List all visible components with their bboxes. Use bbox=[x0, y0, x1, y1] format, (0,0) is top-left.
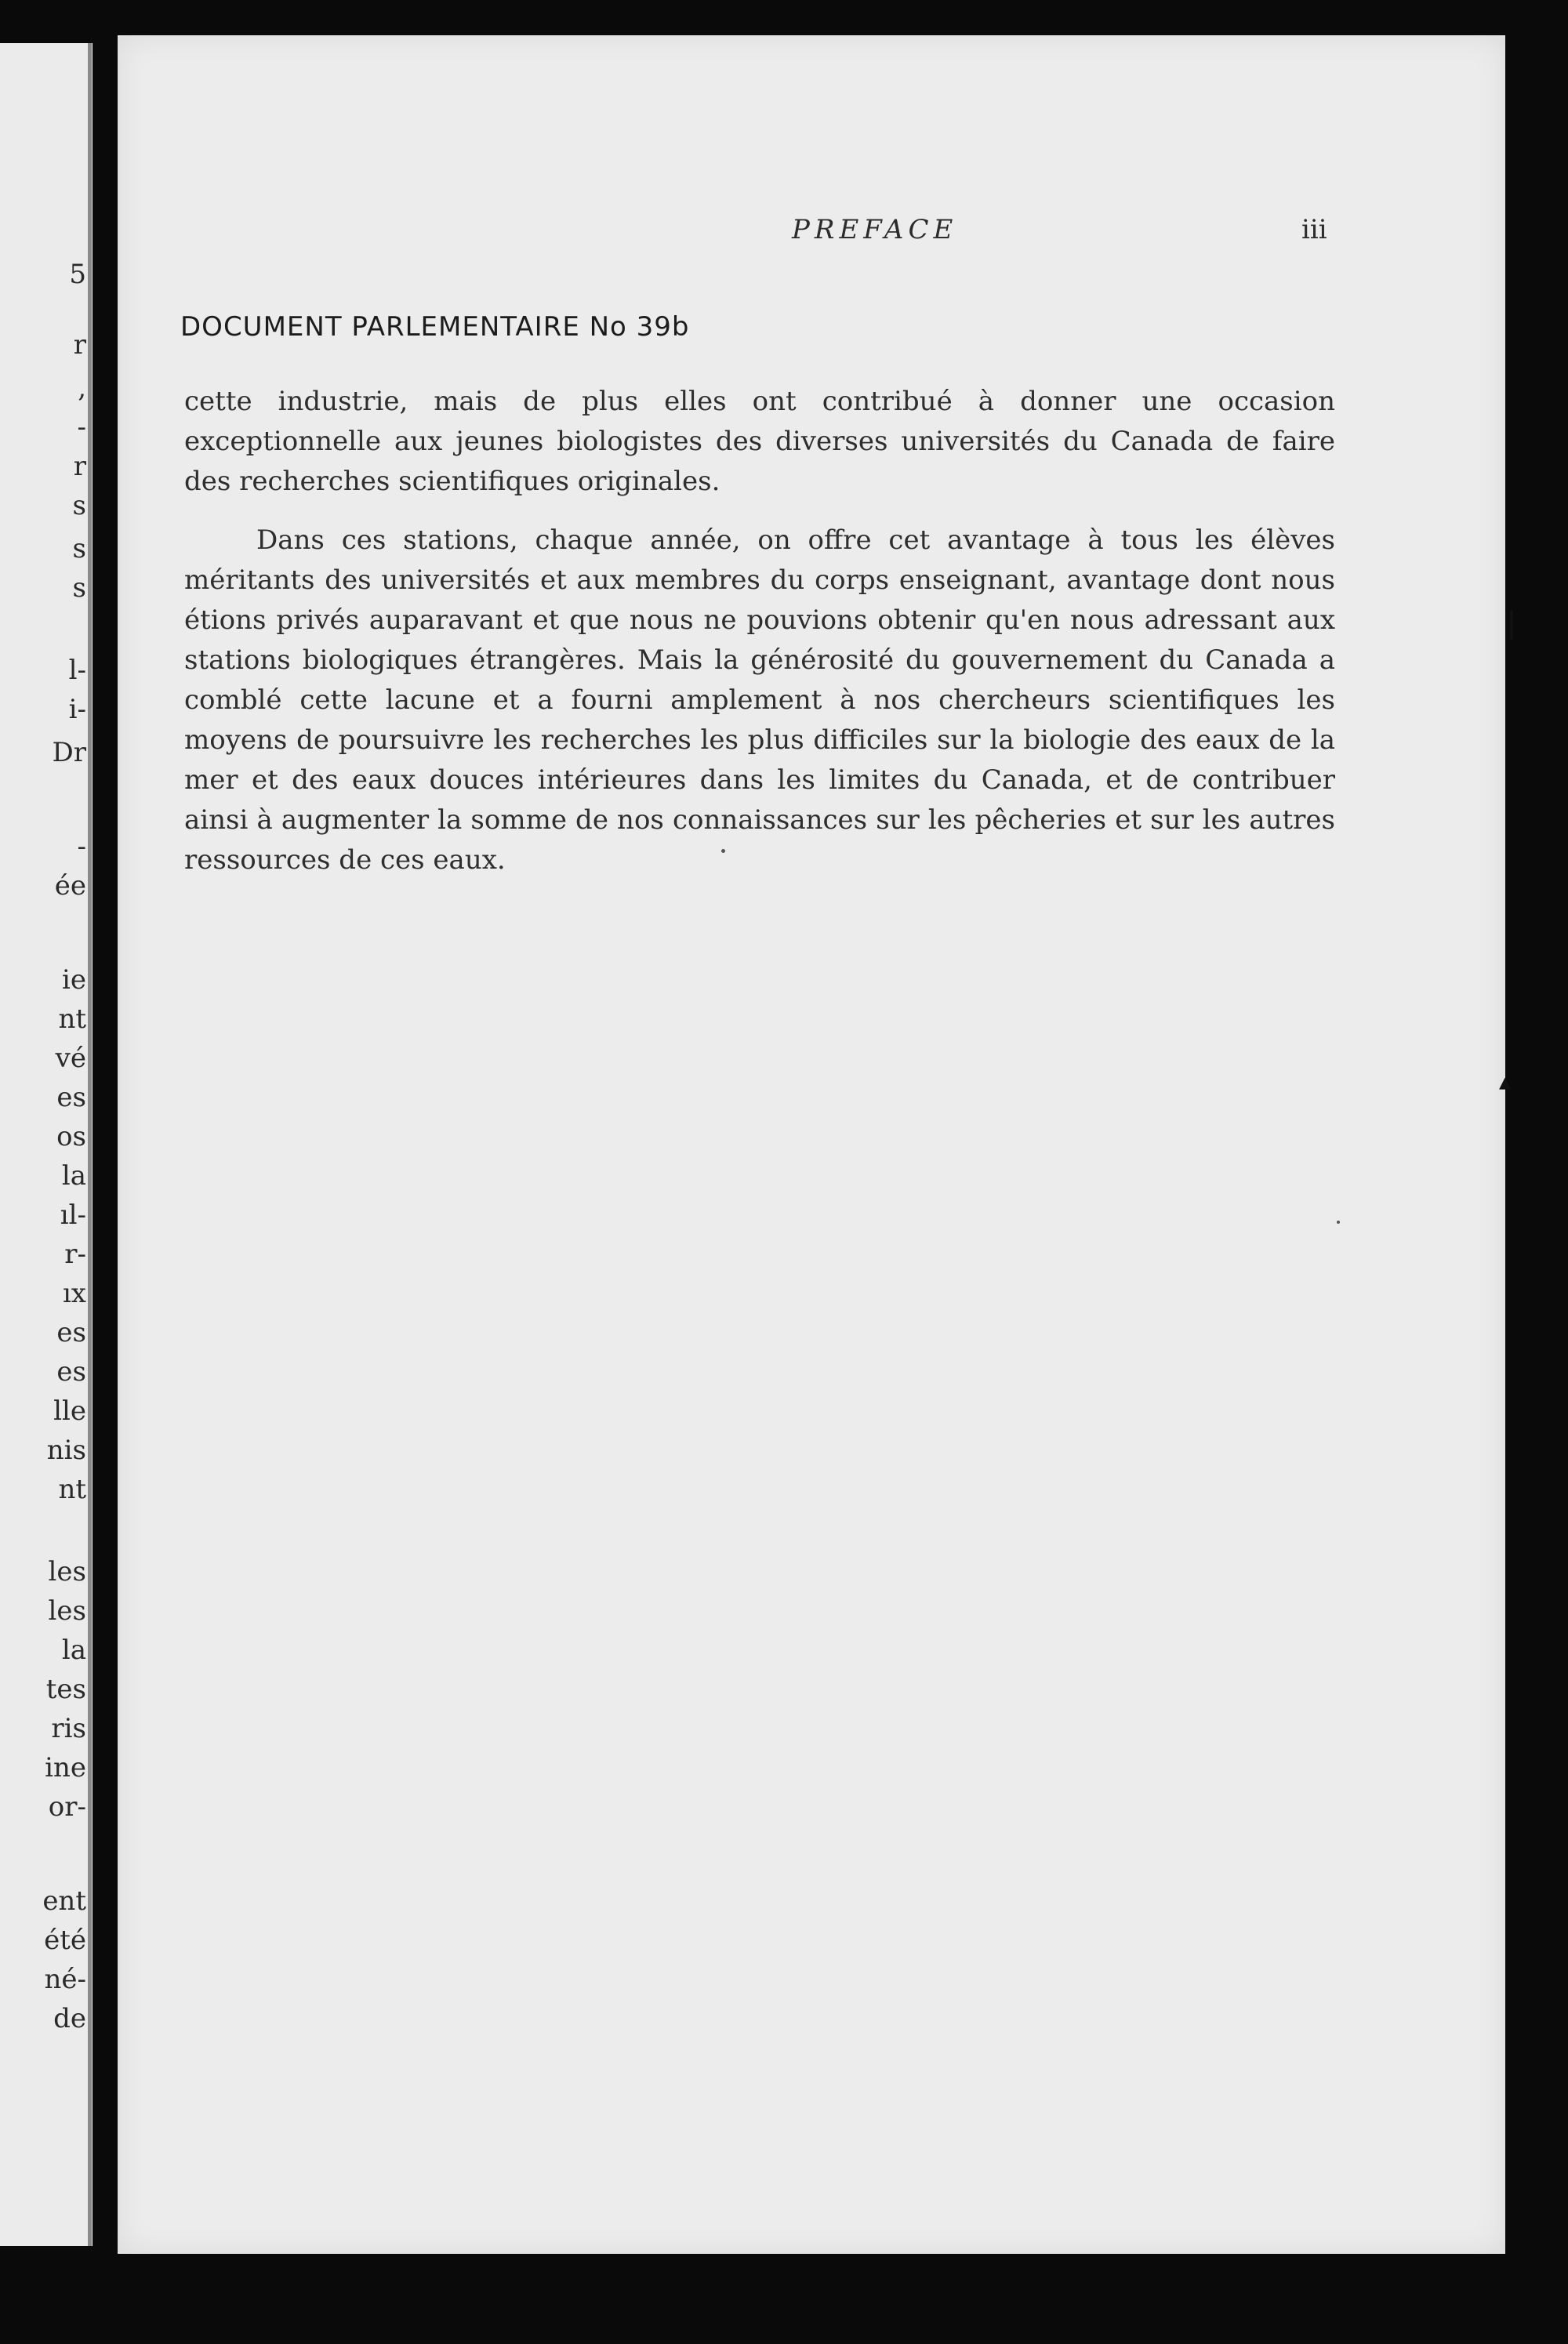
left-page-text-fragment: les bbox=[48, 1556, 86, 1587]
left-page-text-fragment: - bbox=[77, 831, 86, 862]
left-page-text-fragment: l- bbox=[68, 655, 86, 686]
left-page-text-fragment: os bbox=[56, 1121, 86, 1152]
left-page-text-fragment: 5 bbox=[69, 259, 86, 290]
left-page-text-fragment: la bbox=[61, 1635, 86, 1666]
left-page-text-fragment: ée bbox=[54, 870, 86, 902]
left-page-text-fragment: nt bbox=[58, 1003, 86, 1035]
left-page-text-fragment: vé bbox=[55, 1043, 86, 1074]
left-page-text-fragment: s bbox=[72, 533, 86, 564]
left-page-edge bbox=[0, 43, 93, 2246]
paragraph-2: Dans ces stations, chaque année, on offre cet avantage à tous les élèves méritants des universités et aux membres du corps enseignant, avantage dont nous étions privés auparavant et que nous ne pouvions obtenir qu'en nous adressant aux stations biologiques étrangères. Mais la générosité du gouvernement du Canada a comblé cette lacune et a fourni amplement à nos chercheurs scientifiques les moyens de poursuivre les recherches les plus difficiles sur la biologie des eaux de la mer et des eaux douces intérieures dans les limites du Canada, et de contribuer ainsi à augmenter la somme de nos connaissances sur les pêcheries et sur les autres ressources de ces eaux. bbox=[184, 524, 1335, 876]
left-page-text-fragment: la bbox=[61, 1160, 86, 1192]
left-page-text-fragment: es bbox=[56, 1082, 86, 1113]
paragraph-1: cette industrie, mais de plus elles ont contribué à donner une occasion exceptionnelle aux jeunes biologistes des diverses universités du Canada de faire des recherches scientifiques originales. bbox=[184, 386, 1335, 497]
body-text bbox=[184, 382, 1335, 880]
left-page-text-fragment: ıx bbox=[62, 1278, 86, 1309]
left-page-text-fragment: ine bbox=[45, 1752, 86, 1783]
left-page-text-fragment: nis bbox=[46, 1435, 86, 1466]
left-page-text-fragment: , bbox=[78, 372, 86, 404]
left-page-text-fragment: été bbox=[44, 1925, 86, 1956]
left-page-text-fragment: es bbox=[56, 1356, 86, 1388]
left-page-text-fragment: de bbox=[53, 2003, 86, 2034]
scan-speck bbox=[721, 849, 725, 853]
gutter-line bbox=[88, 43, 92, 2246]
left-page-text-fragment: es bbox=[56, 1317, 86, 1348]
left-page-text-fragment: nt bbox=[58, 1474, 86, 1505]
left-page-text-fragment: r- bbox=[64, 1239, 86, 1270]
document-header: DOCUMENT PARLEMENTAIRE No 39b bbox=[180, 311, 690, 343]
left-page-text-fragment: Dr bbox=[52, 737, 86, 768]
left-page-text-fragment: les bbox=[48, 1595, 86, 1627]
left-page-text-fragment: lle bbox=[53, 1395, 86, 1427]
main-page bbox=[118, 35, 1516, 2254]
left-page-text-fragment: - bbox=[77, 412, 86, 443]
margin-mark: ꟾ bbox=[1507, 611, 1516, 648]
left-page-text-fragment: i- bbox=[68, 694, 86, 725]
left-page-text-fragment: ent bbox=[42, 1885, 86, 1917]
left-page-text-fragment: or- bbox=[48, 1791, 86, 1823]
margin-mark: ▴ bbox=[1499, 1069, 1512, 1096]
left-page-text-fragment: ris bbox=[51, 1713, 86, 1744]
left-page-text-fragment: r bbox=[73, 451, 86, 482]
left-page-text-fragment: r bbox=[73, 329, 86, 361]
left-page-text-fragment: s bbox=[72, 490, 86, 521]
left-page-text-fragment: né- bbox=[44, 1964, 86, 1995]
left-page-text-fragment: tes bbox=[45, 1674, 86, 1705]
left-page-text-fragment: s bbox=[72, 572, 86, 604]
left-page-text-fragment: ie bbox=[62, 964, 86, 996]
scan-speck bbox=[1337, 1221, 1340, 1224]
running-head: PREFACE bbox=[792, 214, 958, 245]
left-page-text-fragment: ıl- bbox=[60, 1199, 86, 1231]
page-number: iii bbox=[1301, 214, 1327, 245]
